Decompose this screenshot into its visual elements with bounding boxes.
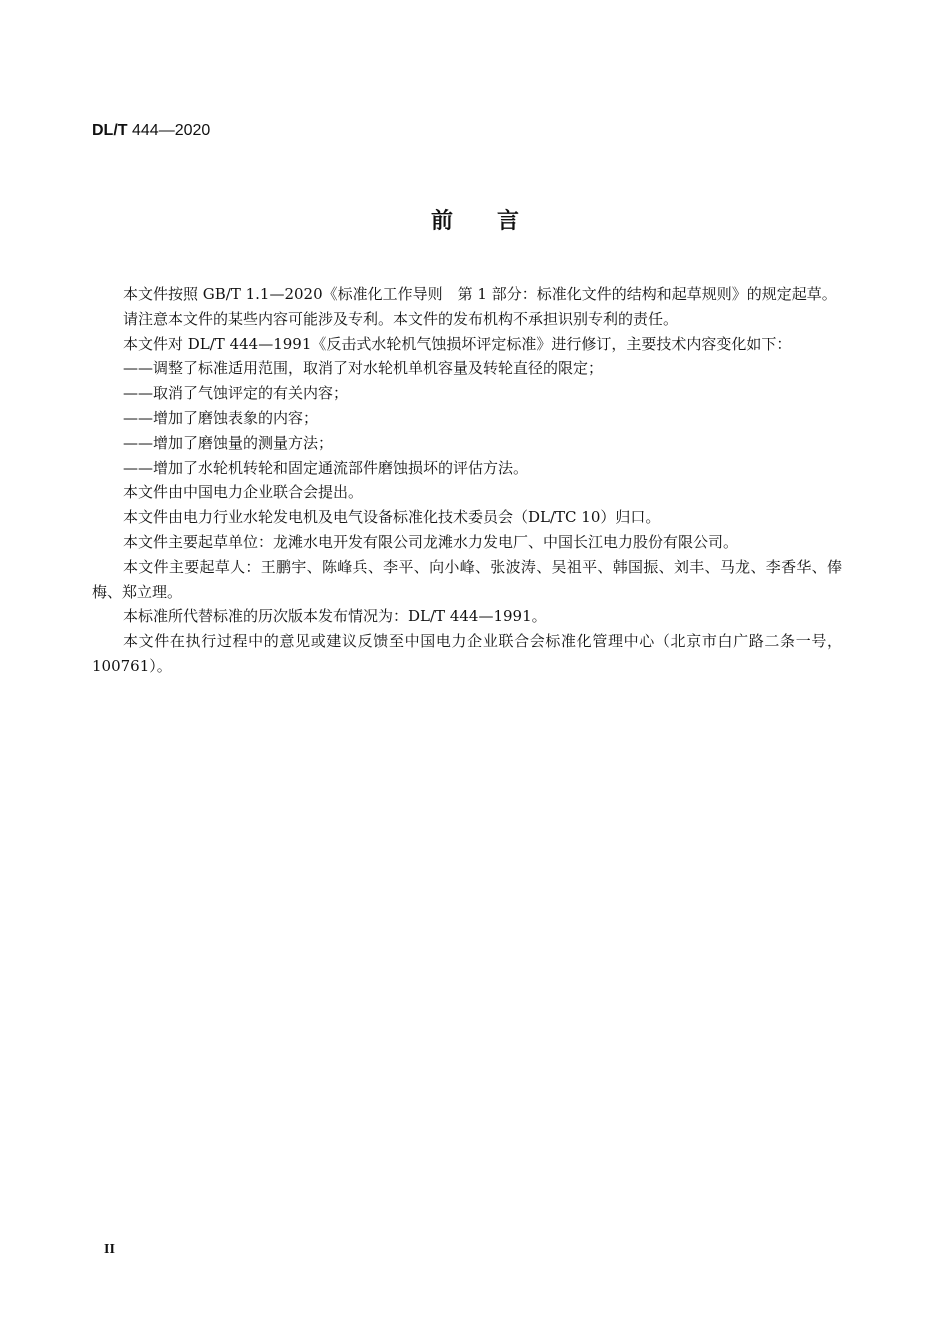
document-code-number: 444—2020 (132, 122, 211, 139)
paragraph-revision-intro: 本文件对 DL/T 444—1991《反击式水轮机气蚀损坏评定标准》进行修订，主要技术内容变化如下： (123, 334, 792, 353)
paragraph-drafting-rules: 本文件按照 GB/T 1.1—2020《标准化工作导则 第 1 部分：标准化文件的结构和起草规则》的规定起草。 (123, 285, 837, 303)
paragraph-committee: 本文件由电力行业水轮发电机及电气设备标准化技术委员会（DL/TC 10）归口。 (123, 508, 661, 527)
change-item-scope: ——调整了标准适用范围，取消了对水轮机单机容量及转轮直径的限定； (123, 359, 604, 378)
paragraph-proposer: 本文件由中国电力企业联合会提出。 (123, 483, 364, 502)
paragraph-drafting-units: 本文件主要起草单位：龙滩水电开发有限公司龙滩水力发电厂、中国长江电力股份有限公司。 (123, 532, 739, 551)
change-item-abrasion-appearance: ——增加了磨蚀表象的内容； (123, 408, 319, 427)
change-item-measurement: ——增加了磨蚀量的测量方法； (123, 433, 334, 452)
document-code (92, 122, 210, 140)
change-item-assessment: ——增加了水轮机转轮和固定通流部件磨蚀损坏的评估方法。 (123, 458, 529, 477)
paragraph-previous-editions: 本标准所代替标准的历次版本发布情况为：DL/T 444—1991。 (123, 607, 547, 626)
paragraph-patent-notice: 请注意本文件的某些内容可能涉及专利。本文件的发布机构不承担识别专利的责任。 (123, 309, 679, 328)
paragraph-feedback: 本文件在执行过程中的意见或建议反馈至中国电力企业联合会标准化管理中心（北京市白广路二条一号，100761）。 (92, 632, 842, 675)
page-number: II (104, 1242, 115, 1257)
paragraph-drafters: 本文件主要起草人：王鹏宇、陈峰兵、李平、向小峰、张波涛、吴祖平、韩国振、刘丰、马龙、李香华、俸梅、郑立理。 (92, 557, 842, 601)
foreword-body (92, 282, 842, 679)
page-title: 前言 (430, 209, 563, 234)
change-item-cavitation: ——取消了气蚀评定的有关内容； (123, 384, 349, 403)
document-code-prefix: DL/T (92, 122, 128, 139)
